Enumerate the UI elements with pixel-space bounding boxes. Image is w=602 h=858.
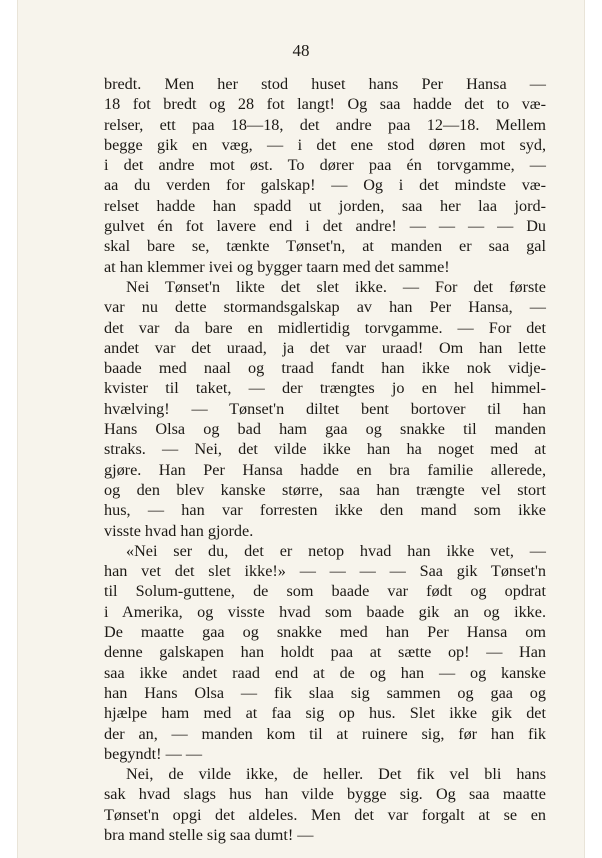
text-line: straks. — Nei, det vilde ikke han ha noget med at bbox=[104, 440, 546, 459]
text-line: Nei Tønset'n likte det slet ikke. — For det første bbox=[126, 277, 546, 296]
text-line: Nei, de vilde ikke, de heller. Det fik vel bli hans bbox=[126, 765, 546, 784]
text-line: saa ikke andet raad end at de og han — og kanske bbox=[104, 663, 546, 682]
text-line: bra mand stelle sig saa dumt! — bbox=[104, 825, 314, 844]
text-line: i det andre mot øst. To dører paa én torvgamme, — bbox=[104, 156, 546, 175]
text-line: baade med naal og traad fandt han ikke nok vidje- bbox=[104, 359, 546, 378]
text-line: gjøre. Han Per Hansa hadde en bra familie allerede, bbox=[104, 460, 546, 479]
text-line: «Nei ser du, det er netop hvad han ikke vet, — bbox=[126, 541, 546, 560]
paragraph bbox=[104, 541, 546, 764]
text-line: han vet det slet ikke!» — — — — Saa gik Tønset'n bbox=[104, 562, 546, 581]
text-line: var nu dette stormandsgalskap av han Per Hansa, — bbox=[104, 298, 546, 317]
text-line: skal bare se, tænkte Tønset'n, at manden er saa gal bbox=[104, 237, 546, 256]
text-line: relser, ett paa 18—18, det andre paa 12—18. Mellem bbox=[104, 115, 546, 134]
text-line: sak hvad slags hus han vilde bygge sig. Og saa maatte bbox=[104, 785, 546, 804]
text-line: hjælpe ham med at faa sig op hus. Slet ikke gik det bbox=[104, 704, 546, 723]
page-number: 48 bbox=[292, 41, 310, 60]
text-line: til Solum-guttene, de som baade var født og opdrat bbox=[104, 582, 546, 601]
text-line: andet var det uraad, ja det var uraad! Om han lette bbox=[104, 338, 546, 357]
text-line: han Hans Olsa — fik slaa sig sammen og gaa og bbox=[104, 683, 546, 702]
text-line: der an, — manden kom til at ruinere sig, før han fik bbox=[104, 724, 546, 743]
text-line: det var da bare en midlertidig torvgamme. — For det bbox=[104, 318, 546, 337]
body-text bbox=[104, 74, 546, 845]
paragraph bbox=[104, 74, 546, 277]
text-line: begyndt! — — bbox=[104, 744, 203, 763]
text-line: bredt. Men her stod huset hans Per Hansa — bbox=[104, 75, 546, 93]
text-line: i Amerika, og visste hvad som baade gik an og ikke. bbox=[104, 602, 546, 621]
text-line: kvister til taket, — der trængtes jo en hel himmel- bbox=[104, 379, 546, 398]
text-line: 18 fot bredt og 28 fot langt! Og saa hadde det to væ- bbox=[104, 95, 546, 114]
paragraph bbox=[104, 764, 546, 845]
text-line: visste hvad han gjorde. bbox=[104, 521, 254, 540]
text-line: hvælving! — Tønset'n diltet bent bortover til han bbox=[104, 399, 546, 418]
text-line: Tønset'n opgi det aldeles. Men det var forgalt at se en bbox=[104, 805, 546, 824]
text-line: begge gik en væg, — i det ene stod døren mot syd, bbox=[104, 135, 546, 154]
text-line: relset hadde han spadd ut jorden, saa her laa jord- bbox=[104, 196, 546, 215]
paragraph bbox=[104, 277, 546, 541]
text-line: Hans Olsa og bad ham gaa og snakke til manden bbox=[104, 420, 546, 439]
text-line: hus, — han var forresten ikke den mand som ikke bbox=[104, 501, 546, 520]
text-line: gulvet én fot lavere end i det andre! — — — — Du bbox=[104, 217, 546, 236]
text-line: aa du verden for galskap! — Og i det mindste væ- bbox=[104, 176, 546, 195]
text-line: og den blev kanske større, saa han trængte vel stort bbox=[104, 480, 546, 499]
text-line: at han klemmer ivei og bygger taarn med det samme! bbox=[104, 257, 450, 276]
text-line: De maatte gaa og snakke med han Per Hansa om bbox=[104, 623, 546, 642]
book-page bbox=[18, 0, 584, 858]
text-line: denne galskapen han holdt paa at sætte op! — Han bbox=[104, 643, 546, 662]
